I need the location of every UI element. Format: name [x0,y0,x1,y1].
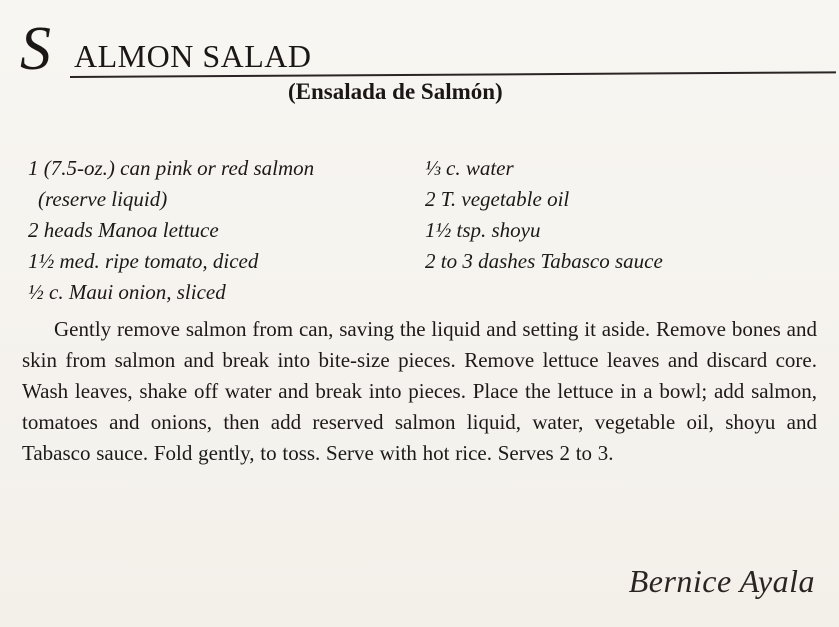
ingredient-item: 1½ tsp. shoyu [425,218,541,242]
recipe-subtitle: (Ensalada de Salmón) [288,79,503,104]
ingredient-item: ⅓ c. water [425,156,514,180]
ingredient-item: 2 to 3 dashes Tabasco sauce [425,249,663,273]
title-initial: S [20,15,51,83]
ingredient-item: (reserve liquid) [38,187,168,211]
ingredient-item: 2 T. vegetable oil [425,187,570,211]
ingredient-list-right [425,153,820,277]
ingredient-item: 1½ med. ripe tomato, diced [28,249,259,273]
ingredient-item: 2 heads Manoa lettuce [28,218,219,242]
recipe-method: Gently remove salmon from can, saving the liquid and setting it aside. Remove bones and skin from salmon and break into bite-size pieces. Remove lettuce leaves and discard core. Wash leaves, shake off water and break into pieces. Place the lettuce in a bowl; add salmon, tomatoes and onions, then add reserved salmon liquid, water, vegetable oil, shoyu and Tabasco sauce. Fold gently, to toss. Serve with hot rice. Serves 2 to 3. [22,317,817,465]
ingredient-list-left [28,153,418,308]
ingredient-item: ½ c. Maui onion, sliced [28,280,226,304]
title-text: ALMON SALAD [74,38,312,74]
ingredient-item: 1 (7.5-oz.) can pink or red salmon [28,156,315,180]
recipe-attribution: Bernice Ayala [628,563,815,599]
